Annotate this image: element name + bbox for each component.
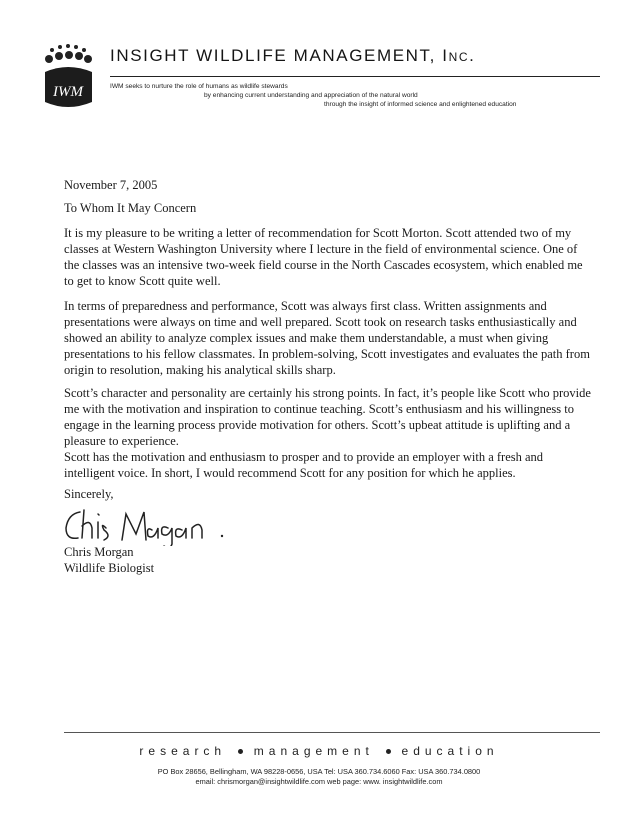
body-paragraph: Scott’s character and personality are certainly his strong points. In fact, it’s people like Scott who provide me with the motivation and inspiration to continue teaching. Scott’s enthusiasm and his willingness to engage in the learning process provide motivation for others. Scott’s upbeat attitude is uplifting and a pleasure to experience. xyxy=(64,386,591,448)
body-paragraph: Scott has the motivation and enthusiasm to prosper and to provide an employer with a fresh and intelligent voice. In short, I would recommend Scott for any position for which he applies. xyxy=(64,450,544,480)
letter-date: November 7, 2005 xyxy=(64,178,158,192)
tagline-word: management xyxy=(253,744,374,758)
body-paragraph: In terms of preparedness and performance, Scott was always first class. Written assignments and presentations were always on time and well prepared. Scott took on research tasks enthusiastically and showed an ability to analyze complex issues and make them understandable, a must when giving presentations to his fellow classmates. In problem-solving, Scott investigates and evaluates the path from origin to resolution, making his analytical skills sharp. xyxy=(64,299,590,377)
mission-statement xyxy=(110,82,604,109)
footer-tagline xyxy=(0,744,638,758)
footer-divider xyxy=(64,732,600,733)
iwm-paw-logo xyxy=(40,42,100,112)
mission-line: by enhancing current understanding and appreciation of the natural world xyxy=(204,92,418,99)
signer-name: Chris Morgan xyxy=(64,545,134,559)
logo-text: IWM xyxy=(53,84,83,100)
company-name: INSIGHT WILDLIFE MANAGEMENT, Inc. xyxy=(110,46,476,65)
signer-title: Wildlife Biologist xyxy=(64,561,155,575)
bullet-icon xyxy=(386,749,391,754)
header-divider xyxy=(110,76,600,77)
salutation: To Whom It May Concern xyxy=(64,201,197,215)
footer-contact: email: chrismorgan@insightwildlife.com web page: www. insightwildlife.com xyxy=(195,777,443,786)
tagline-word: education xyxy=(401,744,499,758)
tagline-word: research xyxy=(139,744,227,758)
handwritten-signature xyxy=(60,500,240,546)
body-paragraph: It is my pleasure to be writing a letter of recommendation for Scott Morton. Scott attended two of my classes at Western Washington University where I lecture in the field of environmental science. One of the classes was an intensive two-week field course in the North Cascades ecosystem, which enabled me to get to know Scott quite well. xyxy=(64,226,583,288)
mission-line: IWM seeks to nurture the role of humans as wildlife stewards xyxy=(110,83,288,90)
bullet-icon xyxy=(238,749,243,754)
mission-line: through the insight of informed science and enlightened education xyxy=(324,101,517,108)
footer-address: PO Box 28656, Bellingham, WA 98228-0656, USA Tel: USA 360.734.6060 Fax: USA 360.734.0800 xyxy=(157,767,481,776)
closing: Sincerely, xyxy=(64,487,114,501)
